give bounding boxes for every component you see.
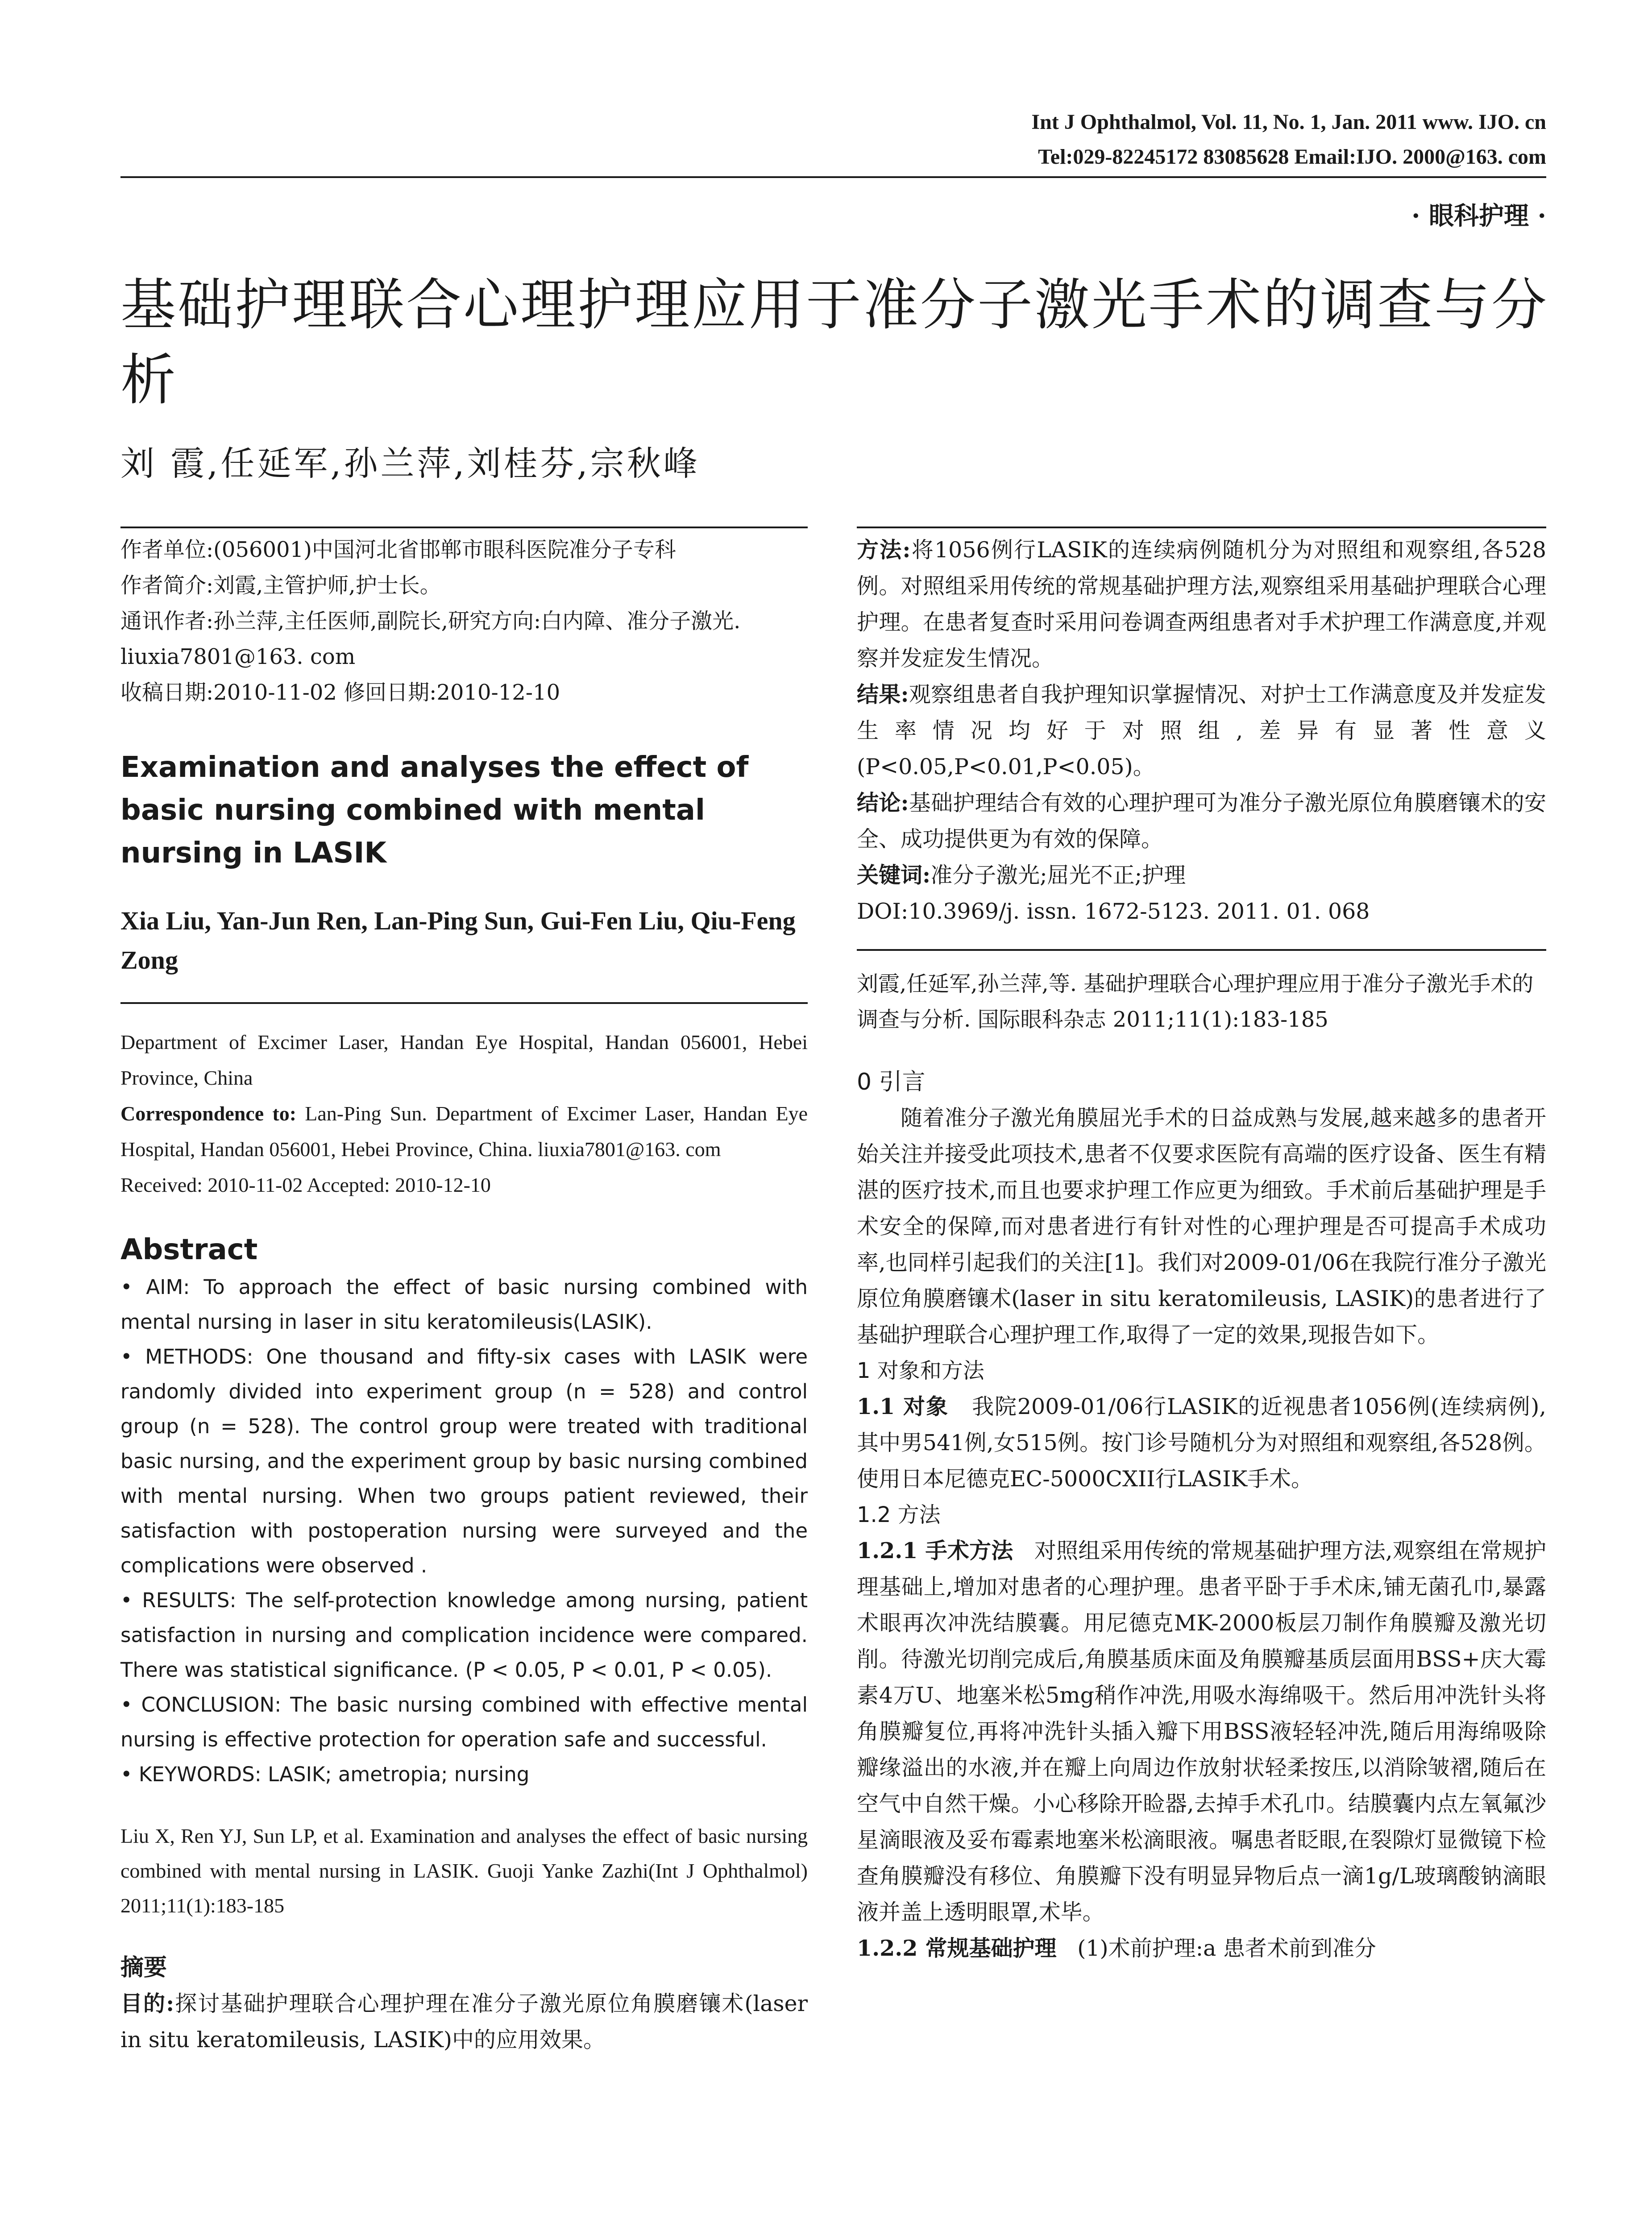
right-column [857,527,1546,1966]
abstract-cn-methods [857,532,1546,676]
english-correspondence [120,1096,808,1167]
intro-paragraph: 随着准分子激光角膜屈光手术的日益成熟与发展,越来越多的患者开始关注并接受此项技术,患者不仅要求医院有高端的医疗设备、医生有精湛的医疗技术,而且也要求护理工作应更为细致。手术前后基础护理是手术安全的保障,而对患者进行有针对性的心理护理是否可提高手术成功率,也同样引起我们的关注[1]。我们对2009-01/06在我院行准分子激光原位角膜磨镶术(laser in situ keratomileusis, LASIK)的患者进行了基础护理联合心理护理工作,取得了一定的效果,现报告如下。 [857,1105,1546,1348]
correspondence-label: Correspondence to: [120,1102,297,1125]
abstract-methods: • METHODS: One thousand and fifty-six cases with LASIK were randomly divided into experiment group (n = 528) and control group (n = 528). The control group were treated with traditional basic nursing, and the experiment group by basic nursing combined with mental nursing. When two groups patient reviewed, their satisfaction with postoperation nursing were surveyed and the complications were observed . [120,1345,808,1577]
section-1-2-1 [857,1533,1546,1930]
running-header [875,105,1546,174]
authors-cn: 刘 霞,任延军,孙兰萍,刘桂芬,宗秋峰 [120,444,700,483]
abstract-keywords: • KEYWORDS: LASIK; ametropia; nursing [120,1762,530,1786]
abstract-cn-keywords [857,857,1546,893]
info-top-rule [120,527,808,528]
section-1-2-1-label: 1.2.1 手术方法 [857,1538,1013,1563]
abstract-results: • RESULTS: The self-protection knowledge among nursing, patient satisfaction in nursing and complication incidence were compared. There was statistical significance. (P < 0.05, P < 0.01, P < 0.05). [120,1588,808,1682]
abstract-cn-results [857,676,1546,785]
section-1-2-2 [857,1930,1546,1966]
info-affiliation: 作者单位:(056001)中国河北省邯郸市眼科医院准分子专科 [120,537,676,562]
conclusion-text: 基础护理结合有效的心理护理可为准分子激光原位角膜磨镶术的安全、成功提供更为有效的保障。 [857,790,1546,852]
results-text: 观察组患者自我护理知识掌握情况、对护士工作满意度及并发症发生率情况均好于对照组,差异有显著性意义(P<0.05,P<0.01,P<0.05)。 [857,682,1546,780]
keywords-text: 准分子激光;屈光不正;护理 [930,863,1186,888]
methods-text: 将1056例行LASIK的连续病例随机分为对照组和观察组,各528例。对照组采用传统的常规基础护理方法,观察组采用基础护理联合心理护理。在患者复查时采用问卷调查两组患者对手术护理工作满意度,并观察并发症发生情况。 [857,537,1546,671]
methods-label: 方法: [857,537,911,563]
abstract-cn-doi: DOI:10.3969/j. issn. 1672-5123. 2011. 01. 068 [857,899,1370,924]
abstract-cn-aim [120,1986,808,2058]
english-title: Examination and analyses the effect of basic nursing combined with mental nursing in LASIK [120,751,749,870]
english-citation: Liu X, Ren YJ, Sun LP, et al. Examination and analyses the effect of basic nursing combined with mental nursing in LASIK. Guoji Yanke Zazhi(Int J Ophthalmol) 2011;11(1):183-185 [120,1825,808,1917]
abstract-conclusion: • CONCLUSION: The basic nursing combined with effective mental nursing is effective protection for operation safe and successful. [120,1693,808,1751]
aim-label: 目的: [120,1990,174,2016]
contact-line: Tel:029-82245172 83085628 Email:IJO. 2000@163. com [1038,145,1546,169]
article-title: 基础护理联合心理护理应用于准分子激光手术的调查与分析 [120,273,1549,412]
info-correspondence: 通讯作者:孙兰萍,主任医师,副院长,研究方向:白内障、准分子激光. liuxia7801@163. com [120,609,741,669]
conclusion-label: 结论: [857,790,909,816]
section-1-1-label: 1.1 对象 [857,1393,949,1419]
journal-line: Int J Ophthalmol, Vol. 11, No. 1, Jan. 2011 www. IJO. cn [1031,110,1546,134]
header-rule [120,176,1546,178]
results-label: 结果: [857,681,909,707]
section-label: · 眼科护理 · [1411,201,1546,231]
left-column [120,527,808,2058]
abstract-heading: Abstract [120,1233,258,1266]
section-1-2-2-text: (1)术前护理:a 患者术前到准分 [1077,1936,1376,1961]
english-authors: Xia Liu, Yan-Jun Ren, Lan-Ping Sun, Gui-Fen Liu, Qiu-Feng Zong [120,906,796,975]
keywords-label: 关键词: [857,862,931,888]
abstract-cn-heading: 摘要 [120,1954,167,1981]
english-author-rule [120,1002,808,1004]
abstract-aim: • AIM: To approach the effect of basic nursing combined with mental nursing in laser in situ keratomileusis(LASIK). [120,1275,808,1334]
section-1-1 [857,1389,1546,1497]
info-dates: 收稿日期:2010-11-02 修回日期:2010-12-10 [120,680,560,705]
intro-heading: 0 引言 [857,1069,926,1095]
section-1-2-1-text: 对照组采用传统的常规基础护理方法,观察组在常规护理基础上,增加对患者的心理护理。患者平卧于手术床,铺无菌孔巾,暴露术眼再次冲洗结膜囊。用尼德克MK-2000板层刀制作角膜瓣及激光切削。待激光切削完成后,角膜基质床面及角膜瓣基质层面用BSS+庆大霉素4万U、地塞米松5mg稍作冲洗,用吸水海绵吸干。然后用冲洗针头将角膜瓣复位,再将冲洗针头插入瓣下用BSS液轻轻冲洗,随后用海绵吸除瓣缘溢出的水液,并在瓣上向周边作放射状轻柔按压,以消除皱褶,随后在空气中自然干燥。小心移除开睑器,去掉手术孔巾。结膜囊内点左氧氟沙星滴眼液及妥布霉素地塞米松滴眼液。嘱患者眨眼,在裂隙灯显微镜下检查角膜瓣没有移位、角膜瓣下没有明显异物后点一滴1g/L玻璃酸钠滴眼液并盖上透明眼罩,术毕。 [857,1538,1547,1925]
citation-rule [857,949,1546,951]
chinese-citation: 刘霞,任延军,孙兰萍,等. 基础护理联合心理护理应用于准分子激光手术的调查与分析. 国际眼科杂志 2011;11(1):183-185 [857,971,1534,1032]
info-bio: 作者简介:刘霞,主管护师,护士长。 [120,573,441,598]
aim-text: 探讨基础护理联合心理护理在准分子激光原位角膜磨镶术(laser in situ keratomileusis, LASIK)中的应用效果。 [120,1991,808,2053]
correspondence-text: Lan-Ping Sun. Department of Excimer Laser, Handan Eye Hospital, Handan 056001, Hebei Province, China. liuxia7801@163. com [120,1102,808,1161]
english-department: Department of Excimer Laser, Handan Eye Hospital, Handan 056001, Hebei Province, China [120,1031,808,1089]
section-1-1-text: 我院2009-01/06行LASIK的近视患者1056例(连续病例),其中男541例,女515例。按门诊号随机分为对照组和观察组,各528例。使用日本尼德克EC-5000CXII行LASIK手术。 [857,1394,1546,1492]
section-1-2-heading: 1.2 方法 [857,1502,941,1527]
right-top-rule [857,527,1546,528]
section-1-heading: 1 对象和方法 [857,1358,984,1383]
english-received: Received: 2010-11-02 Accepted: 2010-12-10 [120,1174,491,1196]
section-1-2-2-label: 1.2.2 常规基础护理 [857,1935,1057,1961]
abstract-cn-conclusion [857,785,1546,857]
author-info-cn [120,532,808,710]
